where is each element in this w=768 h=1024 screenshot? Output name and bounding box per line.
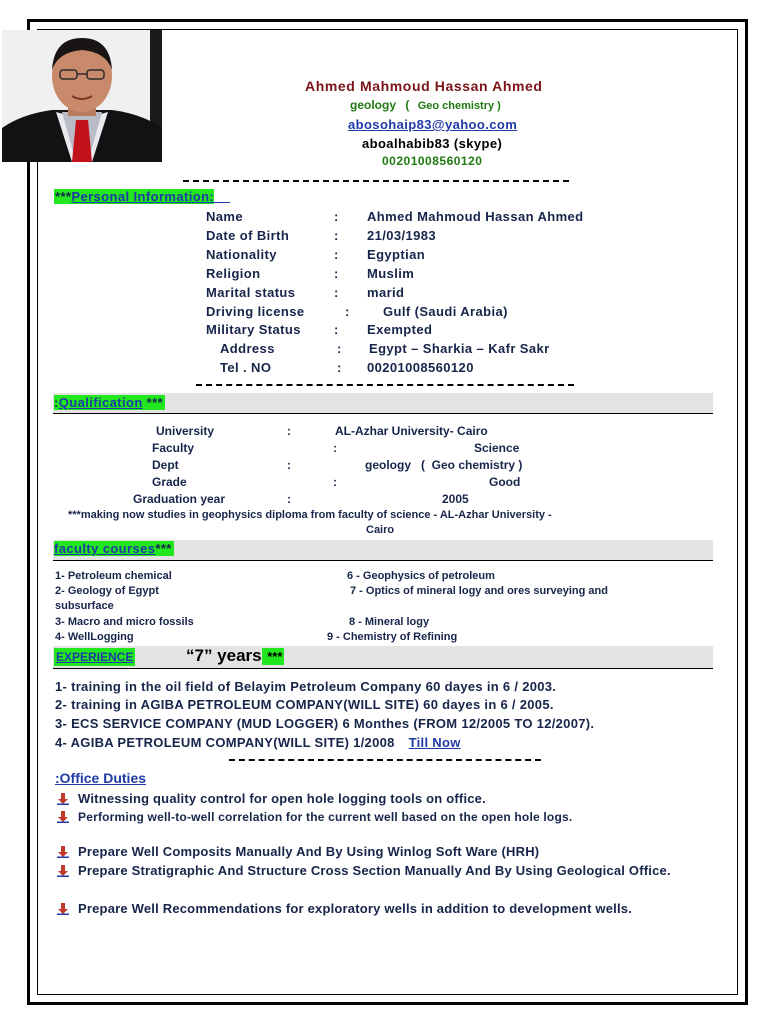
label-grade: Grade (152, 475, 187, 489)
field-text: geology (350, 98, 397, 112)
value-religion: Muslim (367, 266, 415, 281)
arrow-down-bullet-icon (57, 793, 69, 805)
colon: : (334, 266, 339, 281)
course-item: 1- Petroleum chemical (55, 570, 172, 582)
course-item: 8 - Mineral logy (349, 616, 430, 628)
divider (183, 180, 569, 182)
duty-item: Performing well-to-well correlation for the current well based on the open hole logs. (78, 810, 573, 824)
specialty-text: Geo chemistry ) (417, 100, 501, 112)
skype-id: aboalhabib83 (skype) (362, 136, 503, 151)
arrow-down-bullet-icon (57, 865, 69, 877)
colon: : (345, 304, 350, 319)
duties-colon: : (55, 770, 60, 786)
course-item: subsurface (55, 600, 114, 612)
course-item: 2- Geology of Egypt (55, 585, 159, 597)
value-marital: marid (367, 285, 405, 300)
label-military: Military Status (206, 322, 301, 337)
value-faculty: Science (474, 441, 520, 455)
heading-stars: *** (55, 189, 72, 204)
colon: : (333, 475, 337, 489)
heading-stars: *** (155, 541, 172, 556)
colon: : (334, 322, 339, 337)
experience-title: EXPERIENCE (56, 650, 134, 664)
label-address: Address (220, 341, 275, 356)
experience-item: 3- ECS SERVICE COMPANY (MUD LOGGER) 6 Monthes (FROM 12/2005 TO 12/2007). (55, 716, 595, 731)
experience-item-text: 4- AGIBA PETROLEUM COMPANY(WILL SITE) 1/2008 (55, 735, 395, 750)
courses-heading (54, 541, 174, 556)
field-paren: ( (405, 98, 410, 112)
value-military: Exempted (367, 322, 433, 337)
experience-item: 1- training in the oil field of Belayim Petroleum Company 60 dayes in 6 / 2003. (55, 679, 557, 694)
duties-heading (55, 770, 146, 786)
label-dept: Dept (152, 458, 179, 472)
diploma-note-cont: Cairo (366, 524, 395, 536)
duty-item: Prepare Stratigraphic And Structure Cross Section Manually And By Using Geological Office. (78, 863, 671, 878)
heading-stars: *** (142, 395, 164, 410)
label-tel: Tel . NO (220, 360, 272, 375)
divider (196, 384, 574, 386)
heading-colon: : (54, 395, 59, 410)
email-link[interactable]: abosohaip83@yahoo.com (348, 117, 518, 132)
colon: : (334, 228, 339, 243)
colon: : (334, 209, 339, 224)
label-marital: Marital status (206, 285, 296, 300)
course-item: 7 - Optics of mineral logy and ores surveying and (350, 585, 608, 597)
experience-item (55, 735, 461, 750)
value-name: Ahmed Mahmoud Hassan Ahmed (367, 209, 584, 224)
arrow-down-bullet-icon (57, 903, 69, 915)
candidate-name: Ahmed Mahmoud Hassan Ahmed (305, 78, 543, 94)
label-name: Name (206, 209, 244, 224)
label-university: University (156, 424, 215, 438)
duty-item: Prepare Well Recommendations for exploratory wells in addition to development wells. (78, 901, 633, 916)
colon: : (337, 360, 342, 375)
duty-item: Prepare Well Composits Manually And By Using Winlog Soft Ware (HRH) (78, 844, 540, 859)
label-dob: Date of Birth (206, 228, 290, 243)
course-item: 6 - Geophysics of petroleum (347, 570, 495, 582)
value-university: AL-Azhar University- Cairo (335, 424, 488, 438)
colon: : (287, 458, 291, 472)
field-line (350, 98, 501, 112)
diploma-note: ***making now studies in geophysics diploma from faculty of science - AL-Azhar University - (68, 509, 552, 521)
value-address: Egypt – Sharkia – Kafr Sakr (369, 341, 550, 356)
colon: : (334, 285, 339, 300)
label-nationality: Nationality (206, 247, 277, 262)
duty-item: Witnessing quality control for open hole logging tools on office. (78, 791, 486, 806)
label-driving: Driving license (206, 304, 305, 319)
colon: : (287, 492, 291, 506)
value-tel: 00201008560120 (367, 360, 474, 375)
courses-title: faculty courses (54, 541, 156, 556)
experience-years (186, 646, 284, 666)
qualification-title: Qualification (58, 395, 143, 410)
value-grade: Good (489, 475, 521, 489)
label-religion: Religion (206, 266, 261, 281)
course-item: 3- Macro and micro fossils (55, 616, 194, 628)
colon: : (287, 424, 291, 438)
experience-bar (53, 646, 713, 669)
arrow-down-bullet-icon (57, 811, 69, 823)
profile-photo (2, 30, 162, 162)
value-dept: geology ( Geo chemistry ) (365, 458, 523, 472)
value-graduation: 2005 (442, 492, 469, 506)
divider (229, 759, 541, 761)
heading-stars: *** (263, 649, 283, 664)
duties-title: Office Duties (59, 770, 147, 786)
experience-heading (54, 648, 135, 666)
personal-info-heading (54, 189, 230, 204)
arrow-down-bullet-icon (57, 846, 69, 858)
label-faculty: Faculty (152, 441, 195, 455)
value-driving: Gulf (Saudi Arabia) (383, 304, 508, 319)
colon: : (334, 247, 339, 262)
phone-number: 00201008560120 (382, 154, 483, 168)
colon: : (337, 341, 342, 356)
personal-info-title: Personal Information: (71, 189, 215, 204)
course-item: 4- WellLogging (55, 631, 134, 643)
value-nationality: Egyptian (367, 247, 426, 262)
qualification-heading (54, 395, 165, 410)
experience-item: 2- training in AGIBA PETROLEUM COMPANY(WILL SITE) 60 dayes in 6 / 2005. (55, 697, 554, 712)
course-item: 9 - Chemistry of Refining (327, 631, 458, 643)
value-dob: 21/03/1983 (367, 228, 437, 243)
till-now-text: Till Now (408, 735, 461, 750)
years-text: “7” years (186, 646, 262, 665)
label-graduation: Graduation year (133, 492, 226, 506)
colon: : (333, 441, 337, 455)
